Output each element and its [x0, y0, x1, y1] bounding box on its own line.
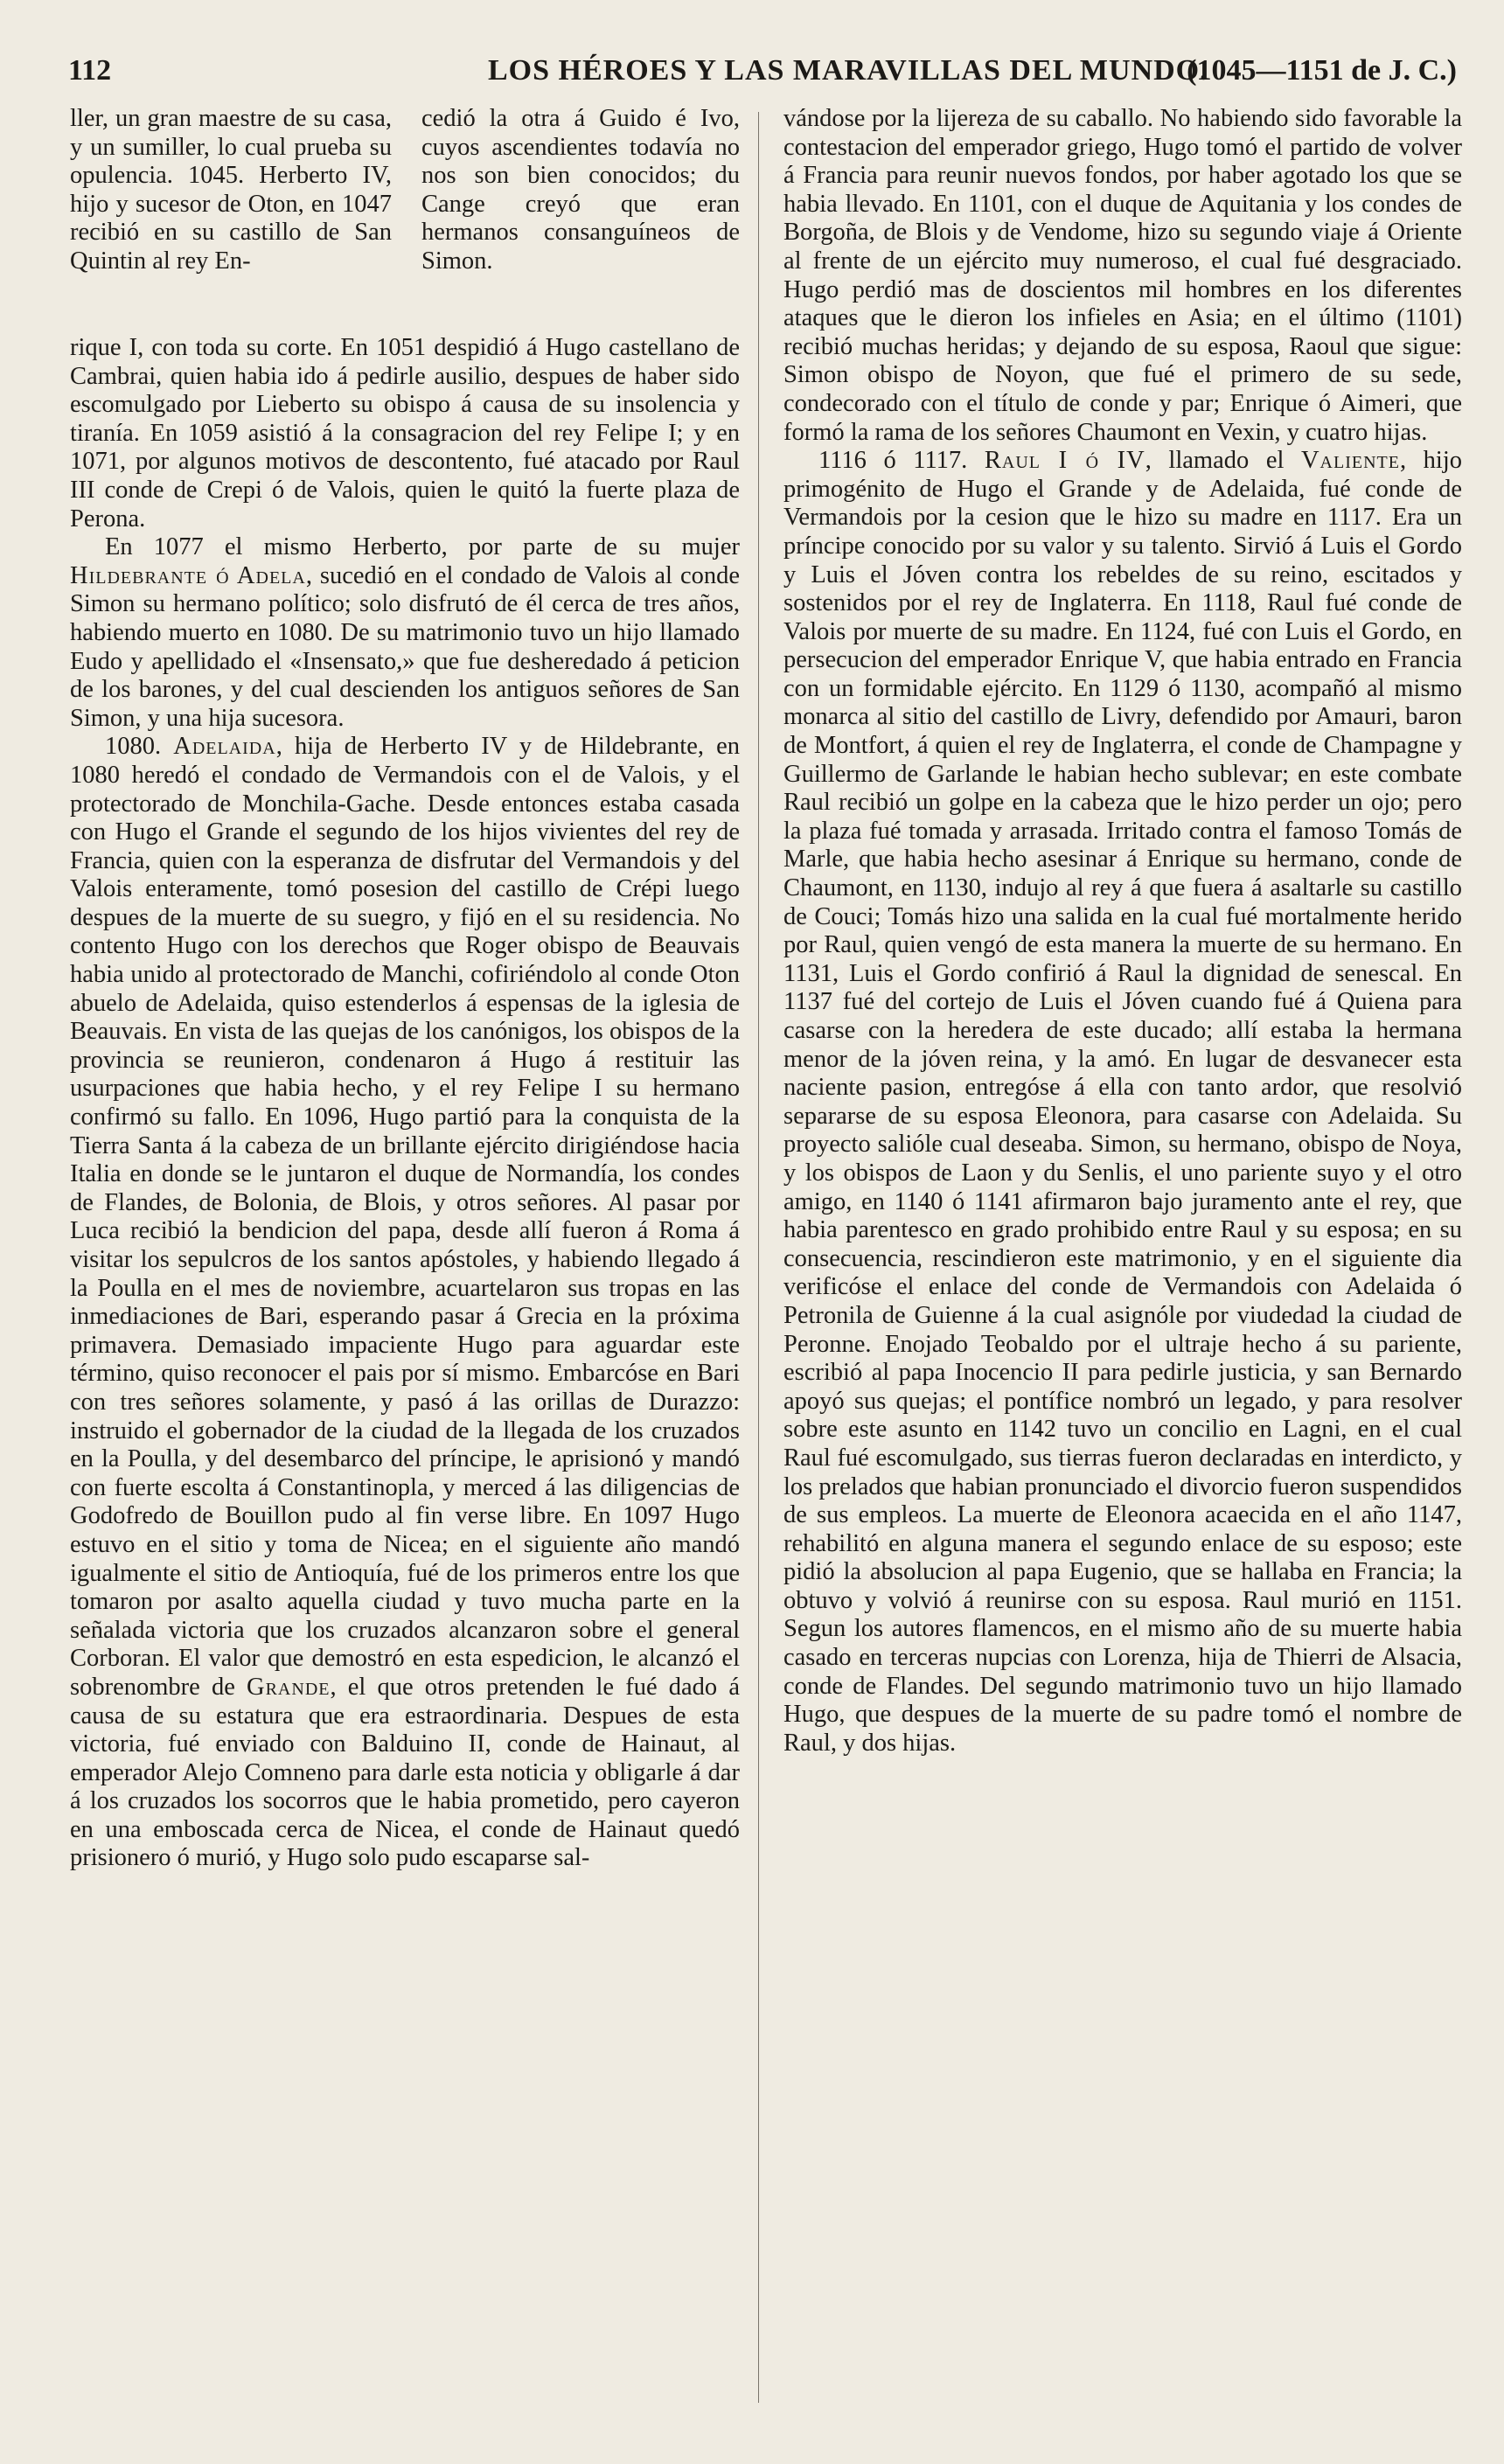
left-column-top-left — [70, 105, 392, 338]
page-number: 112 — [68, 54, 112, 87]
page-header — [68, 54, 1457, 98]
person-name: Raul I ó IV — [984, 447, 1145, 475]
date-range: (1045—1151 de J. C.) — [1187, 54, 1457, 87]
person-name: Adelaida — [173, 733, 276, 761]
text-run: , llamado el — [1145, 447, 1301, 475]
text-run: , hija de Herberto IV y de Hildebrante, en 1080 heredó el condado de Vermandois con el de Valois, y el protectorado de Monchila-Gache. Desde entonces estaba casada con Hugo el Grande el segundo de los hijos vivientes del rey de Francia, quien con la esperanza de disfrutar del Vermandois y del Valois enteramente, tomó posesion del castillo de Crépi luego despues de la muerte de su suegro, y fijó en el su residencia. No contento Hugo con los derechos que Roger obispo de Beauvais habia unido al protectorado de Manchi, cofiriéndolo al conde Oton abuelo de Adelaida, quiso estenderlos á espensas de la iglesia de Beauvais. En vista de las quejas de los canónigos, los obispos de la provincia se reunieron, condenaron á Hugo á restituir las usurpaciones que habia hecho, y el rey Felipe I su hermano confirmó su fallo. En 1096, Hugo partió para la conquista de la Tierra Santa á la cabeza de un brillante ejército dirigiéndose hacia Italia en donde se le juntaron el duque de Normandía, los condes de Flandes, de Bolonia, de Blois, y otros señores. Al pasar por Luca recibió la bendicion del papa, desde allí fueron á Roma á visitar los sepulcros de los santos apóstoles, y habiendo llegado á la Poulla en el mes de noviembre, acuartelaron sus tropas en las inmediaciones de Bari, esperando pasar á Grecia en la próxima primavera. Demasiado impaciente Hugo para aguardar este término, quiso reconocer el pais por sí mismo. Embarcóse en Bari con tres señores solamente, y pasó á las orillas de Durazzo: instruido el gobernador de la ciudad de la llegada de los cruzados en la Poulla, y del desembarco del príncipe, le aprisionó y mandó con fuerte escolta á Constantinopla, y merced á las diligencias de Godofredo de Bouillon pudo al fin verse libre. En 1097 Hugo estuvo en el sitio y toma de Nicea; en el siguiente año mandó igualmente el sitio de Antioquía, fué de los primeros entre los que tomaron por asalto aquella ciudad y tuvo mucha parte en la señalada victoria que los cruzados alcanzaron sobre el general Corboran. El valor que demostró en esta espedicion, le alcanzó el sobrenombre de — [70, 733, 740, 1701]
paragraph — [70, 733, 740, 1873]
paragraph: ller, un gran maestre de su casa, y un sumiller, lo cual prueba su opulencia. 1045. Herberto IV, hijo y sucesor de Oton, en 1047 recibió en su castillo de San Quintin al rey En- — [70, 105, 392, 275]
left-column — [70, 334, 740, 2406]
text-run: 1116 ó 1117. — [818, 447, 985, 475]
text-run: , el que otros pretenden le fué dado á causa de su estatura que era estraordinaria. Despues de esta victoria, fué enviado con Balduino II, conde de Hainaut, al emperador Alejo Comneno para darle esta noticia y obligarle á dar á los cruzados los socorros que le habia prometido, pero cayeron en una emboscada cerca de Nicea, el conde de Hainaut quedó prisionero ó murió, y Hugo solo pudo escaparse sal- — [70, 1673, 740, 1872]
text-run: 1080. — [105, 733, 174, 761]
paragraph — [783, 447, 1462, 1758]
paragraph: cedió la otra á Guido é Ivo, cuyos ascendientes todavía no nos son bien conocidos; du Cange creyó que eran hermanos consanguíneos de Simon. — [421, 105, 740, 275]
running-title: LOS HÉROES Y LAS MARAVILLAS DEL MUNDO. — [488, 54, 1208, 87]
text-run: , sucedió en el condado de Valois al conde Simon su hermano político; solo disfrutó de él cerca de tres años, habiendo muerto en 1080. De su matrimonio tuvo un hijo llamado Eudo y apellidado el «Insensato,» que fue desheredado á peticion de los barones, y del cual descienden los antiguos señores de San Simon, y una hija sucesora. — [70, 561, 740, 732]
paragraph: vándose por la lijereza de su caballo. No habiendo sido favorable la contestacion del emperador griego, Hugo tomó el partido de volver á Francia para reunir nuevos fondos, por haber agotado los que se habia llevado. En 1101, con el duque de Aquitania y los condes de Borgoña, de Blois y de Vendome, hizo su segundo viaje á Oriente al frente de un ejército muy numeroso, el cual fué desgraciado. Hugo perdió mas de doscientos mil hombres en los diferentes ataques que le dieron los infieles en Asia; en el último (1101) recibió muchas heridas; y dejando de su esposa, Raoul que sigue: Simon obispo de Noyon, que fué el primero de su sede, condecorado con el título de conde y par; Enrique ó Aimeri, que formó la rama de los señores Chaumont en Vexin, y cuatro hijas. — [783, 105, 1462, 446]
text-run: En 1077 el mismo Herberto, por parte de su mujer — [105, 533, 740, 561]
column-divider — [758, 112, 759, 2403]
right-column — [783, 105, 1462, 2405]
text-run: , hijo primogénito de Hugo el Grande y de Adelaida, fué conde de Vermandois por la cesion que le hizo su madre en 1117. Era un príncipe conocido por su valor y su talento. Sirvió á Luis el Gordo y Luis el Jóven contra los rebeldes de su reino, escitados y sostenidos por el rey de Inglaterra. En 1118, Raul fué conde de Valois por muerte de su madre. En 1124, fué con Luis el Gordo, en persecucion del emperador Enrique V, que habia entrado en Francia con un formidable ejército. En 1129 ó 1130, acompañó al mismo monarca al sitio del castillo de Livry, defendido por Amauri, baron de Montfort, á quien el rey de Inglaterra, el conde de Champagne y Guillermo de Garlande le habian hecho sublevar; en este combate Raul recibió un golpe en la cabeza que le hizo perder un ojo; pero la plaza fué tomada y arrasada. Irritado contra el famoso Tomás de Marle, que habia hecho asesinar á Enrique su hermano, conde de Chaumont, en 1130, indujo al rey á que fuera á asaltarle su castillo de Couci; Tomás hizo una salida en la cual fué mortalmente herido por Raul, quien vengó de esta manera la muerte de su hermano. En 1131, Luis el Gordo confirió á Raul la dignidad de senescal. En 1137 fué del cortejo de Luis el Jóven cuando fué á Quiena para casarse con la heredera de este ducado; allí estaba la hermana menor de la jóven reina, y la amó. En lugar de desvanecer esta naciente pasion, entregóse á ella con tanto ardor, que resolvió separarse de su esposa Eleonora, para casarse con Adelaida. Su proyecto salióle cual deseaba. Simon, su hermano, obispo de Noya, y los obispos de Laon y du Senlis, el uno pariente suyo y el otro amigo, en 1140 ó 1141 afirmaron bajo juramento ante el rey, que habia parentesco en grado prohibido entre Raul y su esposa; en su consecuencia, rescindieron este matrimonio, y en el siguiente dia verificóse el enlace del conde de Vermandois con Adelaida ó Petronila de Guienne á la cual asignóle por viudedad la ciudad de Peronne. Enojado Teobaldo por el ultraje hecho á su pariente, escribió al papa Inocencio II para pedirle justicia, y san Bernardo apoyó sus quejas; el pontífice nombró un legado, y para resolver sobre este asunto en 1142 tuvo un concilio en Lagni, en el cual Raul fué escomulgado, sus tierras fueron declaradas en interdicto, y los prelados que habian pronunciado el divorcio fueron suspendidos de sus empleos. La muerte de Eleonora acaecida en el año 1147, rehabilitó en alguna manera el segundo enlace de su esposo; este pidió la absolucion al papa Eugenio, que se hallaba en Francia; la obtuvo y volvió á reunirse con su esposa. Raul murió en 1151. Segun los autores flamencos, en el mismo año de su muerte habia casado en terceras nupcias con Lorenza, hija de Thierri de Alsacia, conde de Flandes. Del segundo matrimonio tuvo un hijo llamado Hugo, que despues de la muerte de su padre tomó el nombre de Raul, y dos hijas. — [783, 447, 1463, 1757]
paragraph — [70, 533, 740, 733]
epithet: Valiente — [1300, 447, 1400, 475]
left-column-top-right — [421, 105, 740, 338]
epithet: Grande — [247, 1673, 331, 1701]
person-name: Hildebrante ó Adela — [70, 561, 306, 589]
paragraph: rique I, con toda su corte. En 1051 despidió á Hugo castellano de Cambrai, quien habia ido á pedirle ausilio, despues de haber sido escomulgado por Lieberto su obispo á causa de su insolencia y tiranía. En 1059 asistió á la consagracion del rey Felipe I; y en 1071, por algunos motivos de descontento, fué atacado por Raul III conde de Crepi ó de Valois, quien le quitó la fuerte plaza de Perona. — [70, 334, 740, 532]
